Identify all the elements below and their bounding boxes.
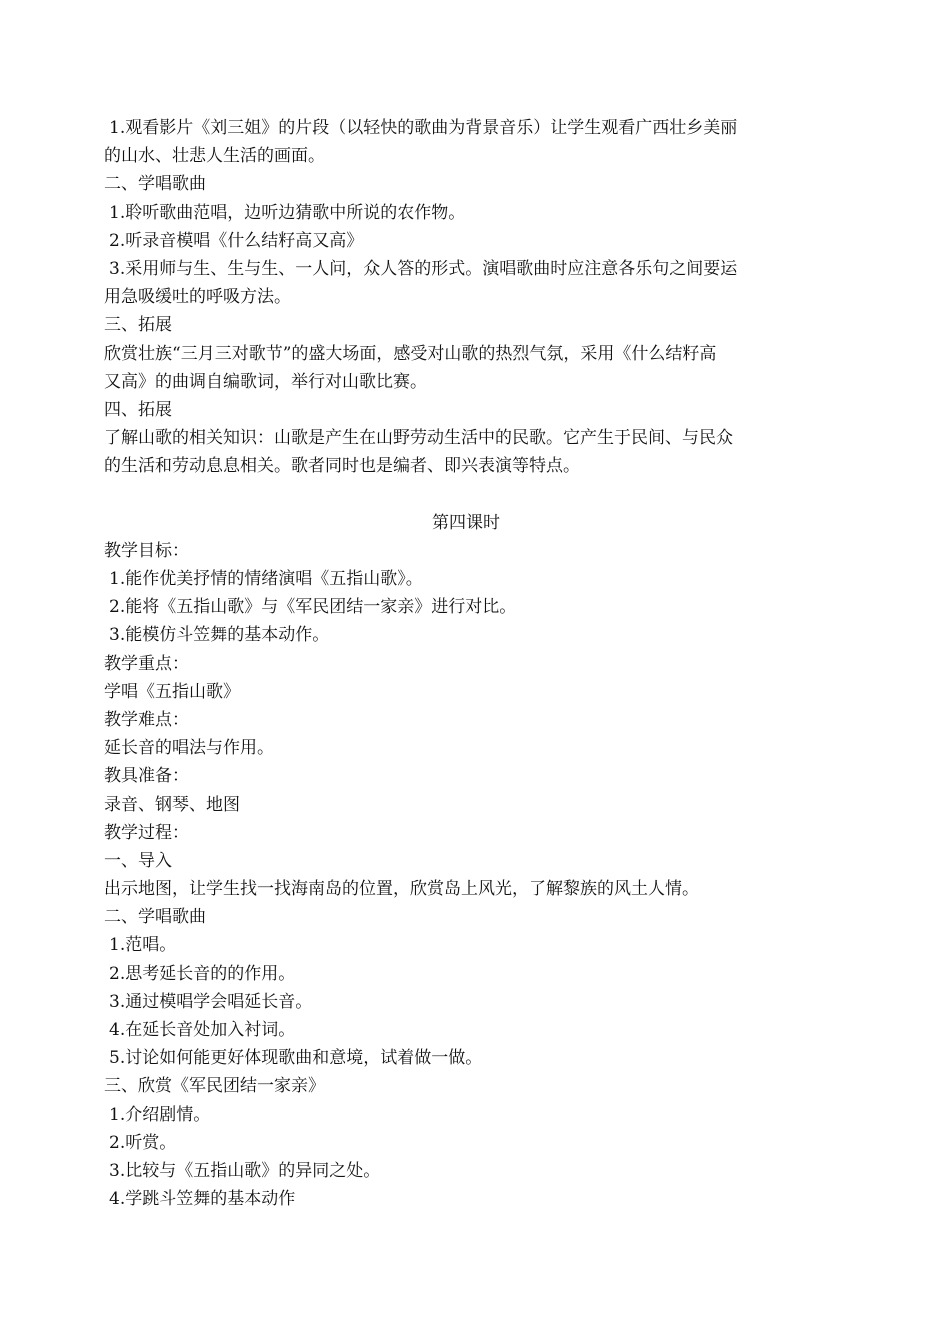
list-item: 3.通过模唱学会唱延长音。 [109,991,313,1012]
lesson-title: 第四课时 [432,512,500,533]
list-item: 2.思考延长音的的作用。 [109,963,296,984]
paragraph-line: 的生活和劳动息息相关。歌者同时也是编者、即兴表演等特点。 [104,456,580,477]
list-item: 2.听赏。 [109,1132,177,1153]
tools-label: 教具准备： [104,766,189,787]
list-item: 2.听录音模唱《什么结籽高又高》 [109,230,364,251]
section-heading-learn-song: 二、学唱歌曲 [104,907,206,928]
paragraph-line: 欣赏壮族“三月三对歌节”的盛大场面，感受对山歌的热烈气氛，采用《什么结籽高 [104,343,717,364]
key-point-label: 教学重点： [104,653,189,674]
list-item: 4.在延长音处加入衬词。 [109,1020,296,1040]
list-item: 5.讨论如何能更好体现歌曲和意境，试着做一做。 [109,1048,483,1069]
section-heading-learn-song: 二、学唱歌曲 [104,174,206,195]
section-heading-intro: 一、导入 [104,850,172,871]
key-point-text: 学唱《五指山歌》 [104,681,240,702]
section-heading-extend-2: 四、拓展 [104,399,172,420]
paragraph-line: 了解山歌的相关知识：山歌是产生在山野劳动生活中的民歌。它产生于民间、与民众 [104,428,733,449]
goals-label: 教学目标： [104,540,189,561]
paragraph-line: 出示地图，让学生找一找海南岛的位置，欣赏岛上风光，了解黎族的风土人情。 [104,879,699,900]
intro-item-line: 1.观看影片《刘三姐》的片段（以轻快的歌曲为背景音乐）让学生观看广西壮乡美丽 [109,118,738,138]
list-item-continued: 用急吸缓吐的呼吸方法。 [104,287,291,308]
difficulty-text: 延长音的唱法与作用。 [104,738,274,759]
list-item: 1.聆听歌曲范唱，边听边猜歌中所说的农作物。 [109,202,466,223]
list-item: 3.能模仿斗笠舞的基本动作。 [109,625,330,646]
section-heading-appreciate: 三、欣赏《军民团结一家亲》 [104,1076,325,1097]
section-heading-extend: 三、拓展 [104,315,172,336]
list-item: 2.能将《五指山歌》与《军民团结一家亲》进行对比。 [109,597,517,618]
list-item: 1.能作优美抒情的情绪演唱《五指山歌》。 [109,569,423,589]
spacer [104,480,804,508]
process-label: 教学过程： [104,822,189,843]
tools-text: 录音、钢琴、地图 [104,794,240,815]
paragraph-line: 又高》的曲调自编歌词，举行对山歌比赛。 [104,371,427,392]
list-item: 1.介绍剧情。 [109,1104,211,1125]
list-item: 3.比较与《五指山歌》的异同之处。 [109,1160,381,1181]
difficulty-label: 教学难点： [104,709,189,730]
list-item: 4.学跳斗笠舞的基本动作 [109,1189,296,1210]
intro-item-line-continued: 的山水、壮悲人生活的画面。 [104,146,325,167]
document-page [104,114,804,1213]
list-item: 1.范唱。 [109,935,177,956]
list-item: 3.采用师与生、生与生、一人问，众人答的形式。演唱歌曲时应注意各乐句之间要运 [109,258,738,279]
